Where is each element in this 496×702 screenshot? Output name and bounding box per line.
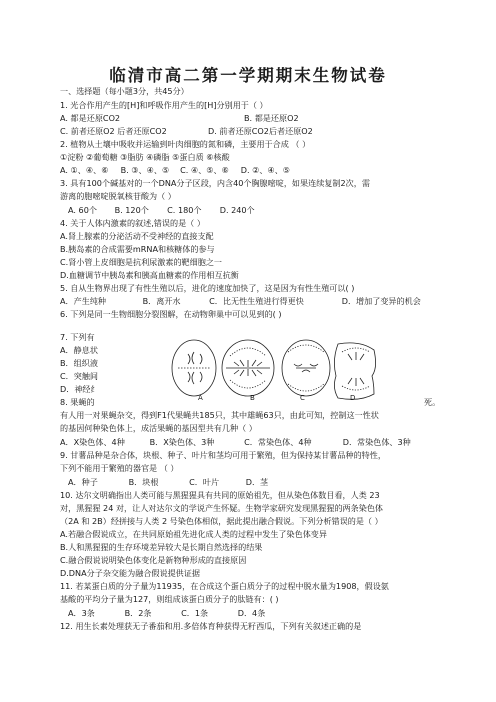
q2-option-c: C. ④、⑤、⑥ xyxy=(180,165,229,175)
q1-stem: 1. 光合作用产生的[H]和呼吸作用产生的[H]分别用于（ ） xyxy=(60,100,268,110)
q5-option-d: D．增加了变异的机会 xyxy=(341,296,421,306)
q5-options xyxy=(60,296,421,307)
section-heading: 一、选择题（每小题3分，共45分） xyxy=(60,86,189,96)
q10-stem-line2: 对，黑猩猩 24 对，让人对达尔文的学说产生怀疑。生物学家研究发现黑猩猩的两条染色体 xyxy=(60,503,384,513)
q10-option-a: A.若融合假说成立，在共同原始祖先进化成人类的过程中发生了染色体变异 xyxy=(60,529,327,539)
q8-option-d: D．常染色体、3种 xyxy=(342,437,411,447)
q2-option-a: A. ①、④、⑥ xyxy=(60,165,109,175)
q8-option-b: B．X染色体、3种 xyxy=(149,437,215,447)
q11-option-d: D．4条 xyxy=(237,608,266,618)
cell-b-diagram xyxy=(222,340,274,396)
q1-option-a: A. 都是还原CO2 xyxy=(60,113,121,123)
q8-options xyxy=(60,437,411,448)
figure-label-c: C xyxy=(300,394,305,402)
q3-stem-line1: 3. 具有100个碱基对的一个DNA分子区段，内含40个胸腺嘧啶，如果连续复制2次，需 xyxy=(60,178,370,188)
q11-option-b: B．2条 xyxy=(124,608,152,618)
q3-option-b: B. 120个 xyxy=(114,205,149,215)
q8-option-a: A．X染色体、4种 xyxy=(60,437,125,447)
q7-option-a: A．静息状 xyxy=(60,345,98,355)
q8-stem-line3: 的基因何种染色体上，成活果蝇的基因型共有几种（ ） xyxy=(60,423,257,433)
q10-option-c: C.融合假说说明染色体变化是新物种形成的直接原因 xyxy=(60,555,247,565)
q3-stem-line2: 游离的胞嘧啶脱氧核苷酸为（ ） xyxy=(60,191,176,201)
q11-options xyxy=(68,608,265,619)
q4-option-c: C.肾小管上皮细胞是抗利尿激素的靶细胞之一 xyxy=(60,257,223,267)
q2-items: ①淀粉 ②葡萄糖 ③脂肪 ④磷脂 ⑤蛋白质 ⑥核酸 xyxy=(60,152,230,162)
q7-stem: 7. 下列有 xyxy=(60,332,95,342)
q11-stem-line2: 基酸的平均分子量为127，则组成该蛋白质分子的肽链有：( ) xyxy=(60,594,279,604)
q3-option-a: A. 60个 xyxy=(68,205,97,215)
cell-c-diagram xyxy=(282,340,330,396)
q4-option-a: A.肾上腺素的分泌活动不受神经的直接支配 xyxy=(60,231,214,241)
q3-option-c: C. 180个 xyxy=(167,205,202,215)
q10-stem-line1: 10. 达尔文明确指出人类可能与黑猩猩具有共同的原始祖先，但从染色体数目看，人类 23 xyxy=(60,490,380,500)
q2-options xyxy=(60,165,290,176)
page-title: 临清市高二第一学期期末生物试卷 xyxy=(109,66,387,85)
q7-option-b: B．组织液 xyxy=(60,358,98,368)
q12-stem: 12. 用生长素处理获无子番茄和用.多倍体育种获得无籽西瓜，下列有关叙述正确的是 xyxy=(60,621,362,631)
q11-stem-line1: 11. 若某蛋白质的分子量为11935，在合成这个蛋白质分子的过程中脱水量为1908，假设氨 xyxy=(60,581,389,591)
figure-label-d: D xyxy=(350,394,356,402)
q8-stem: 8. 果蝇的 xyxy=(60,397,95,407)
q8-stem-line2: 有人用一对果蝇杂交，得到F1代果蝇共185只，其中雄蝇63只，由此可知，控制这一性状 xyxy=(60,410,379,420)
q2-option-b: B. ③、④、⑤ xyxy=(120,165,170,175)
q1-option-b: B. 都是还原O2 xyxy=(244,113,299,123)
q8-stem-tail: 死。 xyxy=(424,397,441,407)
q10-stem-line3: （2A 和 2B）经拼接与人类 2 号染色体相似，据此提出融合假说。下列分析错误的是（ ） xyxy=(60,516,383,526)
q9-option-c: C．叶片 xyxy=(189,477,220,487)
figure-label-b: B xyxy=(250,394,255,402)
q2-option-d: D. ②、④、⑤ xyxy=(240,165,291,175)
q4-option-d: D.血糖调节中胰岛素和胰高血糖素的作用相互抗衡 xyxy=(60,270,239,280)
q1-option-c: C. 前者还原O2 后者还原CO2 xyxy=(60,126,167,136)
q9-stem-line2: 下列不能用于繁殖的器官是 （ ） xyxy=(60,463,179,473)
q6-stem: 6. 下列是同一生物细胞分裂图解，在动物卵巢中可以见到的( ) xyxy=(60,309,282,319)
q3-options xyxy=(68,205,255,216)
q9-stem-line1: 9. 甘薯品种是杂合体，块根、种子、叶片和茎均可用于繁殖，但为保持某甘薯品种的特性， xyxy=(60,450,386,460)
q9-option-a: A．种子 xyxy=(68,477,98,487)
q11-option-a: A．3条 xyxy=(68,608,95,618)
q9-options xyxy=(68,477,268,488)
cell-a-diagram xyxy=(172,340,216,396)
q5-option-c: C．比无性生殖进行得更快 xyxy=(209,296,304,306)
q2-stem: 2. 植物从土壤中吸收并运输到叶肉细胞的氮和磷，主要用于合成 （ ） xyxy=(60,139,311,149)
q4-stem: 4. 关于人体内激素的叙述,错误的是（ ） xyxy=(60,218,205,228)
figure-label-a: A xyxy=(198,394,203,402)
q5-option-b: B．离开水 xyxy=(142,296,181,306)
cell-d-diagram xyxy=(334,343,375,399)
q5-option-a: A．产生纯种 xyxy=(60,296,107,306)
cell-division-figure xyxy=(170,338,380,400)
q3-option-d: D. 240个 xyxy=(219,205,255,215)
q11-option-c: C．1条 xyxy=(181,608,209,618)
q9-option-d: D．茎 xyxy=(245,477,269,487)
q4-option-b: B.胰岛素的合成需要mRNA和核糖体的参与 xyxy=(60,244,215,254)
q7-option-d: D．神经纟 xyxy=(60,384,99,394)
q7-option-c: C．突触间 xyxy=(60,371,99,381)
q1-option-d: D. 前者还原CO2后者还原O2 xyxy=(208,126,313,136)
q5-stem: 5. 自从生物界出现了有性生殖以后，进化的速度加快了，这是因为有性生殖可以( ) xyxy=(60,283,355,293)
q10-option-b: B.人和黑猩猩的生存环境差异较大是长期自然选择的结果 xyxy=(60,542,263,552)
q8-option-c: C．常染色体、4种 xyxy=(244,437,312,447)
q10-option-d: D.DNA分子杂交能为融合假说提供证据 xyxy=(60,568,200,578)
q9-option-b: B．块根 xyxy=(128,477,159,487)
